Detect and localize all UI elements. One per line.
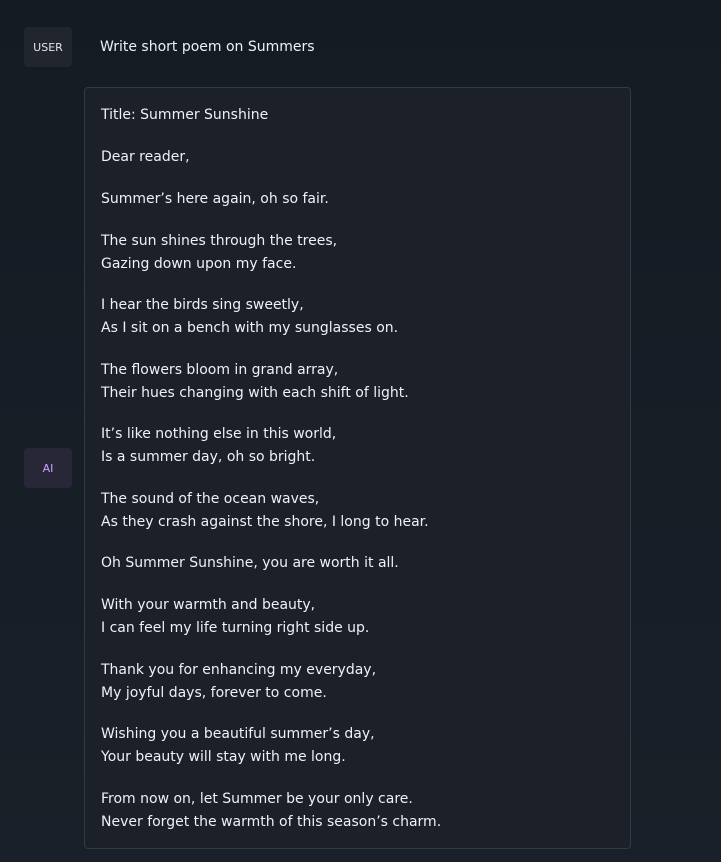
poem-line: My joyful days, forever to come.: [101, 684, 327, 701]
poem-salutation: [101, 146, 190, 169]
poem-salutation-text: Dear reader,: [101, 149, 190, 165]
poem-stanza-1: [101, 188, 329, 211]
ai-role-badge: AI: [24, 448, 72, 488]
poem-line: Oh Summer Sunshine, you are worth it all.: [101, 555, 399, 571]
poem-stanza-8: [101, 594, 369, 639]
poem-line: The sun shines through the trees,: [101, 233, 338, 249]
ai-response-card: [84, 87, 631, 849]
poem-line: I can feel my life turning right side up.: [101, 619, 370, 636]
poem-line: It’s like nothing else in this world,: [101, 426, 337, 442]
poem-line: I hear the birds sing sweetly,: [101, 297, 304, 313]
poem-line: Thank you for enhancing my everyday,: [101, 662, 377, 678]
poem-title-text: Title: Summer Sunshine: [101, 107, 269, 123]
user-message-text: Write short poem on Summers: [100, 39, 315, 55]
poem-stanza-4: [101, 359, 409, 404]
poem-line: As I sit on a bench with my sunglasses on.: [101, 319, 399, 336]
poem-title: [101, 104, 268, 127]
poem-line: Wishing you a beautiful summer’s day,: [101, 726, 375, 742]
poem-stanza-9: [101, 659, 376, 704]
poem-line: The flowers bloom in grand array,: [101, 362, 339, 378]
poem-stanza-10: [101, 723, 375, 768]
poem-line: Never forget the warmth of this season’s charm.: [101, 813, 442, 830]
poem-stanza-7: [101, 552, 399, 575]
poem-line: Is a summer day, oh so bright.: [101, 448, 316, 465]
poem-stanza-5: [101, 423, 336, 468]
poem-line: Your beauty will stay with me long.: [101, 748, 346, 765]
poem-line: Gazing down upon my face.: [101, 255, 297, 272]
poem-stanza-3: [101, 294, 398, 339]
poem-line: The sound of the ocean waves,: [101, 491, 320, 507]
poem-stanza-6: [101, 488, 429, 533]
poem-stanza-2: [101, 230, 337, 275]
poem-stanza-11: [101, 788, 441, 833]
poem-line: As they crash against the shore, I long to hear.: [101, 513, 429, 530]
user-role-badge: USER: [24, 27, 72, 67]
poem-line: Summer’s here again, oh so fair.: [101, 191, 329, 207]
poem-line: With your warmth and beauty,: [101, 597, 316, 613]
poem-line: Their hues changing with each shift of light.: [101, 384, 409, 401]
poem-line: From now on, let Summer be your only care.: [101, 791, 413, 807]
